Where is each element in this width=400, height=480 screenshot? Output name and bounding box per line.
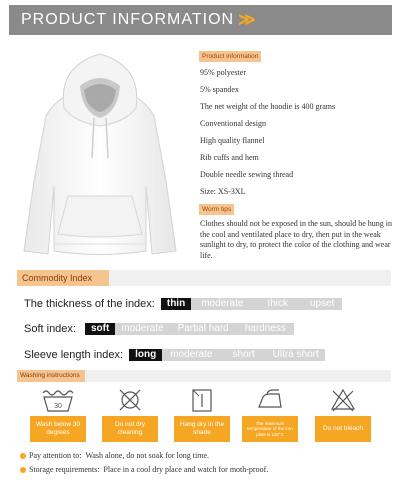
note-pay-attention-text: Wash alone, do not soak for long time. (85, 451, 209, 460)
sleeve-option-moderate: moderate (162, 349, 220, 361)
note-pay-attention-label: Pay attention to: (29, 451, 82, 460)
washing-instructions-tag: Washing instructions (17, 370, 85, 382)
soft-option-partial-hard: Partial hard (170, 323, 237, 335)
spec-cuffs: Rib cuffs and hem (200, 153, 259, 162)
product-information-header (9, 5, 392, 35)
wash-below-30-item (30, 386, 86, 444)
hang-dry-icon (174, 386, 230, 414)
wash-below-30-label: Wash below 30 degrees (30, 416, 86, 442)
no-dry-clean-icon (102, 386, 158, 414)
iron-temperature-label: The maximum temperature of the iron plate is 110°C (242, 416, 298, 442)
note-storage (20, 465, 268, 474)
note-storage-label: Storage requirements: (29, 465, 100, 474)
bullet-dot-icon (20, 467, 26, 473)
spec-weight: The net weight of the hoodie is 400 grams (200, 102, 336, 111)
warm-tips-tag: Worm tips (199, 204, 234, 215)
no-bleach-item (315, 386, 371, 444)
thickness-option-thick: thick (253, 298, 302, 310)
thickness-option-upset: upset (302, 298, 342, 310)
no-bleach-label: Do not bleach (315, 416, 371, 442)
note-pay-attention (20, 451, 209, 460)
iron-icon (242, 386, 298, 414)
iron-temperature-item (242, 386, 298, 444)
hang-dry-label: Hang dry in the shade (174, 416, 230, 442)
spec-material-polyester: 95% polyester (200, 68, 246, 77)
double-chevron-right-icon: ≫ (238, 10, 253, 29)
commodity-index-tag: Commodity Index (17, 270, 109, 286)
spec-design: Conventional design (200, 119, 266, 128)
spec-material-spandex: 5% spandex (200, 85, 239, 94)
warm-tips-text: Clothes should not be exposed in the sun, should be hung in the cool and ventilated place to dry, then put in the weak sunlight to dry, to protect the color of the clothing and wear life. (200, 219, 392, 260)
no-bleach-icon (315, 386, 371, 414)
svg-text:30: 30 (54, 403, 62, 410)
thickness-option-thin: thin (161, 298, 191, 310)
product-information-tag: Product information (199, 51, 261, 62)
sleeve-option-long: long (129, 349, 162, 361)
no-dry-clean-item (102, 386, 158, 444)
thickness-option-moderate: moderate (191, 298, 253, 310)
bullet-dot-icon (20, 453, 26, 459)
hoodie-image (6, 46, 194, 260)
sleeve-option-short: short (220, 349, 266, 361)
header-title: PRODUCT INFORMATION (21, 11, 235, 28)
soft-option-hardness: hardness (237, 323, 294, 335)
soft-option-moderate: moderate (115, 323, 169, 335)
wash-30-icon (30, 386, 86, 414)
commodity-index-bar (17, 270, 391, 286)
spec-size: Size: XS-3XL (200, 187, 246, 196)
soft-index-row (24, 322, 294, 336)
soft-option-soft: soft (85, 323, 115, 335)
thickness-index-label: The thickness of the index: (24, 298, 155, 310)
washing-instructions-bar (17, 370, 391, 382)
no-dry-clean-label: Do not dry cleaning (102, 416, 158, 442)
sleeve-length-index-label: Sleeve length index: (24, 349, 124, 361)
thickness-index-row (24, 297, 342, 311)
hang-dry-item (174, 386, 230, 444)
spec-thread: Double needle sewing thread (200, 170, 294, 179)
sleeve-option-ultra-short: Ultra short (267, 349, 325, 361)
note-storage-text: Place in a cool dry place and watch for moth-proof. (103, 465, 269, 474)
soft-index-label: Soft index: (24, 323, 76, 335)
sleeve-length-index-row (24, 348, 325, 362)
spec-fabric: High quality flannel (200, 136, 265, 145)
